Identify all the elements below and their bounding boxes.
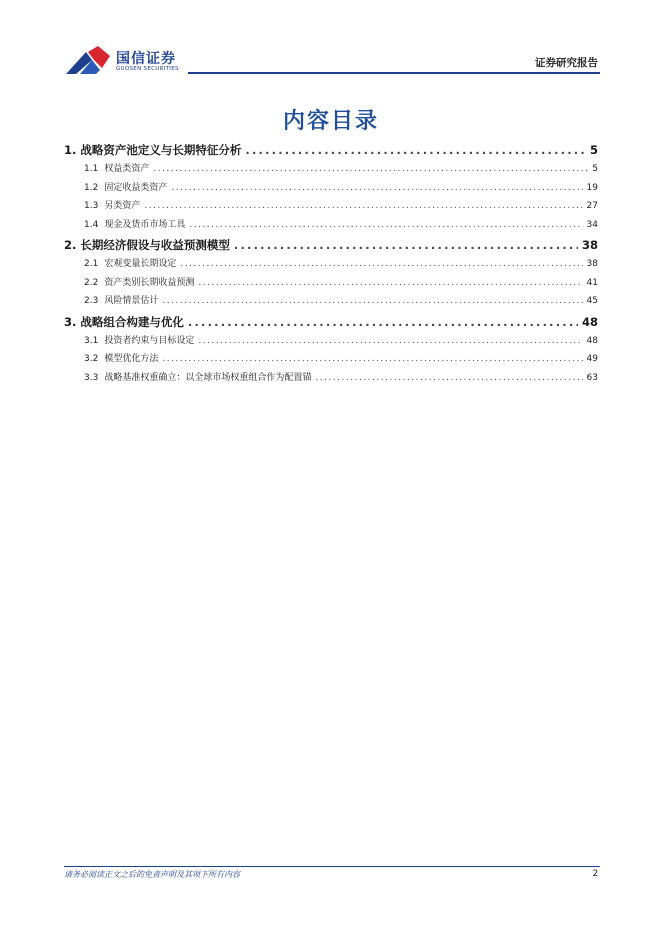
- toc-subsection-page: 41: [586, 277, 598, 288]
- toc-section-page: 48: [581, 314, 598, 329]
- toc-subsection-page: 45: [586, 296, 598, 306]
- toc-section-label: 2. 长期经济假设与收益预测模型: [64, 238, 230, 252]
- toc-subsection[interactable]: [64, 256, 598, 275]
- toc-subsection-page: 48: [586, 335, 598, 346]
- toc-section[interactable]: [64, 237, 598, 256]
- toc-subsection-label: 权益类资产: [104, 164, 150, 174]
- toc-section[interactable]: [64, 314, 598, 333]
- toc-subsection-page: 19: [586, 182, 598, 193]
- toc-leader-dots: [315, 373, 582, 383]
- toc-leader-dots: [245, 143, 586, 157]
- guosen-logo-icon: [66, 46, 112, 76]
- toc-title: 内容目录: [282, 109, 379, 134]
- header-divider: [188, 72, 600, 74]
- toc-subsection[interactable]: [64, 333, 598, 352]
- toc-subsection-number: 3.1: [84, 335, 99, 346]
- logo-text-cn: 国信证券: [116, 51, 176, 67]
- toc-leader-dots: [162, 354, 582, 364]
- table-of-contents: [64, 142, 598, 388]
- toc-subsection-label: 另类资产: [104, 201, 141, 211]
- toc-subsection[interactable]: [64, 217, 598, 236]
- toc-subsection-page: 63: [586, 372, 598, 383]
- toc-leader-dots: [198, 278, 582, 288]
- toc-subsection-number: 2.3: [84, 296, 99, 306]
- toc-section-page: 5: [589, 143, 598, 157]
- toc-subsection-page: 27: [586, 201, 598, 211]
- toc-subsection-page: 34: [586, 219, 598, 230]
- toc-subsection[interactable]: [64, 198, 598, 217]
- toc-subsection[interactable]: [64, 161, 598, 180]
- toc-subsection-label: 风险情景估计: [104, 296, 159, 306]
- toc-subsection-label: 战略基准权重确立：以全球市场权重组合作为配置锚: [104, 372, 312, 383]
- toc-subsection[interactable]: [64, 275, 598, 294]
- toc-subsection-number: 3.3: [84, 372, 99, 383]
- toc-section-label: 1. 战略资产池定义与长期特征分析: [64, 143, 242, 157]
- toc-subsection[interactable]: [64, 180, 598, 199]
- logo-text-en: GUOSEN SECURITIES: [116, 66, 179, 72]
- toc-section-label: 3. 战略组合构建与优化: [64, 314, 184, 329]
- toc-subsection-page: 38: [586, 259, 598, 269]
- toc-subsection-label: 固定收益类资产: [104, 182, 168, 193]
- toc-subsection-label: 宏观变量长期设定: [104, 259, 177, 269]
- toc-subsection-number: 1.3: [84, 201, 99, 211]
- toc-leader-dots: [153, 164, 588, 174]
- toc-subsection-label: 投资者约束与目标设定: [104, 335, 195, 346]
- toc-leader-dots: [198, 336, 582, 346]
- footer-divider: [64, 866, 600, 867]
- toc-leader-dots: [180, 259, 582, 269]
- toc-subsection-page: 49: [586, 354, 598, 364]
- toc-subsection-number: 1.1: [84, 164, 99, 174]
- toc-subsection-number: 3.2: [84, 354, 99, 364]
- page-header: [0, 0, 662, 80]
- toc-subsection[interactable]: [64, 351, 598, 370]
- toc-section-page: 38: [581, 238, 598, 252]
- report-type-label: 证券研究报告: [535, 57, 598, 69]
- toc-subsection-label: 现金及货币市场工具: [104, 219, 186, 230]
- toc-subsection-page: 5: [592, 164, 598, 174]
- toc-leader-dots: [162, 296, 582, 306]
- toc-leader-dots: [144, 201, 582, 211]
- toc-subsection-number: 2.1: [84, 259, 99, 269]
- toc-section[interactable]: [64, 142, 598, 161]
- toc-leader-dots: [189, 220, 582, 230]
- toc-leader-dots: [188, 315, 578, 329]
- company-logo: [66, 46, 186, 80]
- page-number: 2: [592, 869, 598, 879]
- toc-subsection-label: 资产类别长期收益预测: [104, 277, 195, 288]
- toc-subsection-number: 1.4: [84, 219, 99, 230]
- toc-subsection-number: 1.2: [84, 182, 99, 193]
- toc-leader-dots: [171, 183, 582, 193]
- disclaimer-note: 请务必阅读正文之后的免责声明及其项下所有内容: [64, 870, 240, 879]
- toc-leader-dots: [234, 238, 578, 252]
- toc-subsection[interactable]: [64, 293, 598, 312]
- toc-subsection[interactable]: [64, 370, 598, 389]
- toc-subsection-label: 模型优化方法: [104, 354, 159, 364]
- toc-subsection-number: 2.2: [84, 277, 99, 288]
